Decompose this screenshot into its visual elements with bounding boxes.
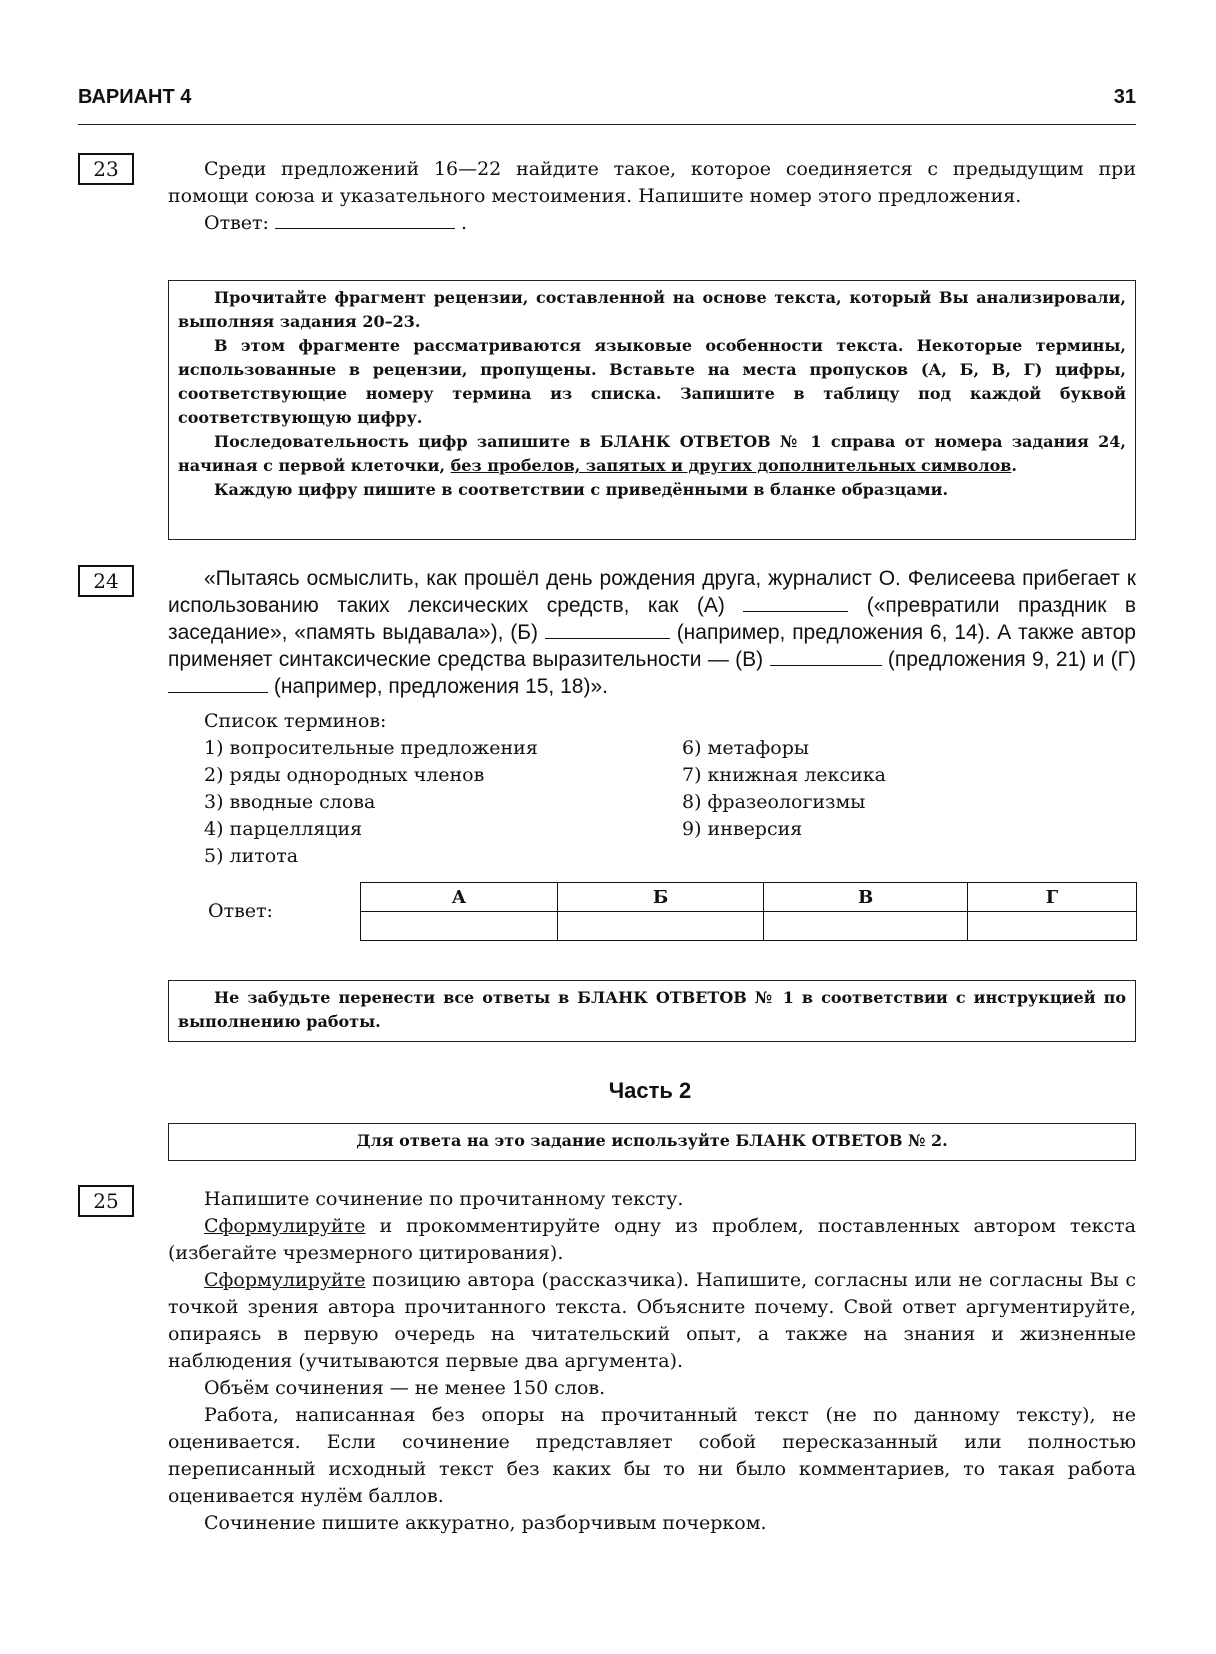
review-part-1: «Пытаясь осмыслить, как прошёл день рождения друга, журналист О. Фелисеева прибегает к использованию таких лексических средств, как (А) bbox=[168, 567, 1136, 617]
task-25-number: 25 bbox=[78, 1185, 134, 1217]
instruction-p1: Прочитайте фрагмент рецензии, составленной на основе текста, который Вы анализировали, выполняя задания 20–23. bbox=[178, 288, 1126, 331]
answer-cell-g[interactable] bbox=[968, 912, 1137, 941]
header-divider bbox=[78, 124, 1136, 125]
answer-table-header-row bbox=[361, 883, 1137, 912]
instruction-p3 bbox=[178, 430, 1126, 478]
blank-g[interactable] bbox=[168, 674, 268, 693]
instruction-p3-text: Последовательность цифр запишите в БЛАНК ОТВЕТОВ № 1 справа от номера задания 24, начиная с первой клеточки, bbox=[178, 432, 1126, 475]
review-part-5: (например, предложения 15, 18)». bbox=[273, 675, 608, 698]
task-24-review-text bbox=[168, 565, 1136, 700]
answer-col-a: А bbox=[361, 883, 558, 912]
part-2-instruction-box: Для ответа на это задание используйте БЛАНК ОТВЕТОВ № 2. bbox=[168, 1123, 1136, 1161]
task-23-answer-end: . bbox=[461, 212, 468, 234]
blank-b[interactable] bbox=[545, 620, 670, 639]
task-24-answer-label: Ответ: bbox=[208, 900, 273, 922]
term-item: 8) фразеологизмы bbox=[682, 791, 866, 813]
term-item: 9) инверсия bbox=[682, 818, 803, 840]
answer-col-v: В bbox=[764, 883, 968, 912]
blank-v[interactable] bbox=[770, 647, 882, 666]
term-item: 2) ряды однородных членов bbox=[204, 764, 485, 786]
instruction-p3-underlined: без пробелов, запятых и других дополнительных символов bbox=[450, 456, 1012, 475]
term-item: 5) литота bbox=[204, 845, 299, 867]
task-23-answer-label: Ответ: bbox=[204, 212, 269, 234]
term-item: 1) вопросительные предложения bbox=[204, 737, 538, 759]
task-24-answer-table bbox=[360, 882, 1137, 941]
review-part-2: («превратили праздник в заседание», «память выдавала»), (Б) bbox=[168, 594, 1137, 644]
answer-table-input-row bbox=[361, 912, 1137, 941]
task-23-answer-blank[interactable] bbox=[275, 210, 455, 229]
task-25-p1: Напишите сочинение по прочитанному тексту. bbox=[204, 1188, 684, 1210]
reminder-text: Не забудьте перенести все ответы в БЛАНК ОТВЕТОВ № 1 в соответствии с инструкцией по выполнению работы. bbox=[178, 988, 1126, 1031]
term-item: 4) парцелляция bbox=[204, 818, 363, 840]
page-number: 31 bbox=[1113, 86, 1136, 108]
task-23-body bbox=[168, 156, 1136, 237]
task-24-instruction-box bbox=[168, 280, 1136, 540]
instruction-p2: В этом фрагменте рассматриваются языковые особенности текста. Некоторые термины, использованные в рецензии, пропущены. Вставьте на места пропусков (А, Б, В, Г) цифры, соответствующие номеру термина из списка. Запишите в таблицу под каждой буквой соответствующую цифру. bbox=[178, 336, 1126, 427]
task-25-p2 bbox=[168, 1213, 1136, 1267]
instruction-p4: Каждую цифру пишите в соответствии с приведёнными в бланке образцами. bbox=[214, 480, 949, 499]
terms-list-title: Список терминов: bbox=[204, 710, 387, 732]
task-23-text: Среди предложений 16—22 найдите такое, которое соединяется с предыдущим при помощи союза и указательного местоимения. Напишите номер этого предложения. bbox=[168, 158, 1136, 207]
task-25-p3 bbox=[168, 1267, 1136, 1375]
answer-col-g: Г bbox=[968, 883, 1137, 912]
task-25-p6: Сочинение пишите аккуратно, разборчивым почерком. bbox=[204, 1512, 767, 1534]
term-item: 7) книжная лексика bbox=[682, 764, 886, 786]
review-part-3: (например, предложения 6, 14). А также автор применяет синтаксические средства выразительности — (В) bbox=[168, 621, 1136, 671]
task-23-answer-line bbox=[168, 210, 1136, 237]
task-23-number: 23 bbox=[78, 153, 134, 185]
task-25-p4: Объём сочинения — не менее 150 слов. bbox=[204, 1377, 606, 1399]
answer-cell-v[interactable] bbox=[764, 912, 968, 941]
term-item: 3) вводные слова bbox=[204, 791, 376, 813]
answer-cell-b[interactable] bbox=[558, 912, 764, 941]
task-25-body bbox=[168, 1186, 1136, 1537]
review-part-4: (предложения 9, 21) и (Г) bbox=[887, 648, 1136, 671]
task-25-p2-underlined: Сформулируйте bbox=[204, 1215, 366, 1237]
terms-list-right bbox=[682, 735, 886, 843]
part-2-title: Часть 2 bbox=[608, 1078, 692, 1103]
variant-header: ВАРИАНТ 4 bbox=[78, 86, 192, 108]
instruction-p3-end: . bbox=[1011, 456, 1017, 475]
task-25-p3-text: позицию автора (рассказчика). Напишите, согласны или не согласны Вы с точкой зрения автора прочитанного текста. Объясните почему. Свой ответ аргументируйте, опираясь в первую очередь на читательский опыт, а также на знания и жизненные наблюдения (учитываются первые два аргумента). bbox=[168, 1269, 1136, 1372]
task-25-p3-underlined: Сформулируйте bbox=[204, 1269, 366, 1291]
term-item: 6) метафоры bbox=[682, 737, 809, 759]
task-24-number: 24 bbox=[78, 565, 134, 597]
answer-col-b: Б bbox=[558, 883, 764, 912]
terms-list-left bbox=[204, 735, 538, 870]
reminder-box bbox=[168, 980, 1136, 1042]
blank-a[interactable] bbox=[743, 593, 848, 612]
answer-cell-a[interactable] bbox=[361, 912, 558, 941]
task-25-p5: Работа, написанная без опоры на прочитанный текст (не по данному тексту), не оценивается. Если сочинение представляет собой пересказанный или полностью переписанный исходный текст без каких бы то ни было комментариев, то такая работа оценивается нулём баллов. bbox=[168, 1404, 1136, 1507]
task-25-p2-text: и прокомментируйте одну из проблем, поставленных автором текста (избегайте чрезмерного цитирования). bbox=[168, 1215, 1136, 1264]
